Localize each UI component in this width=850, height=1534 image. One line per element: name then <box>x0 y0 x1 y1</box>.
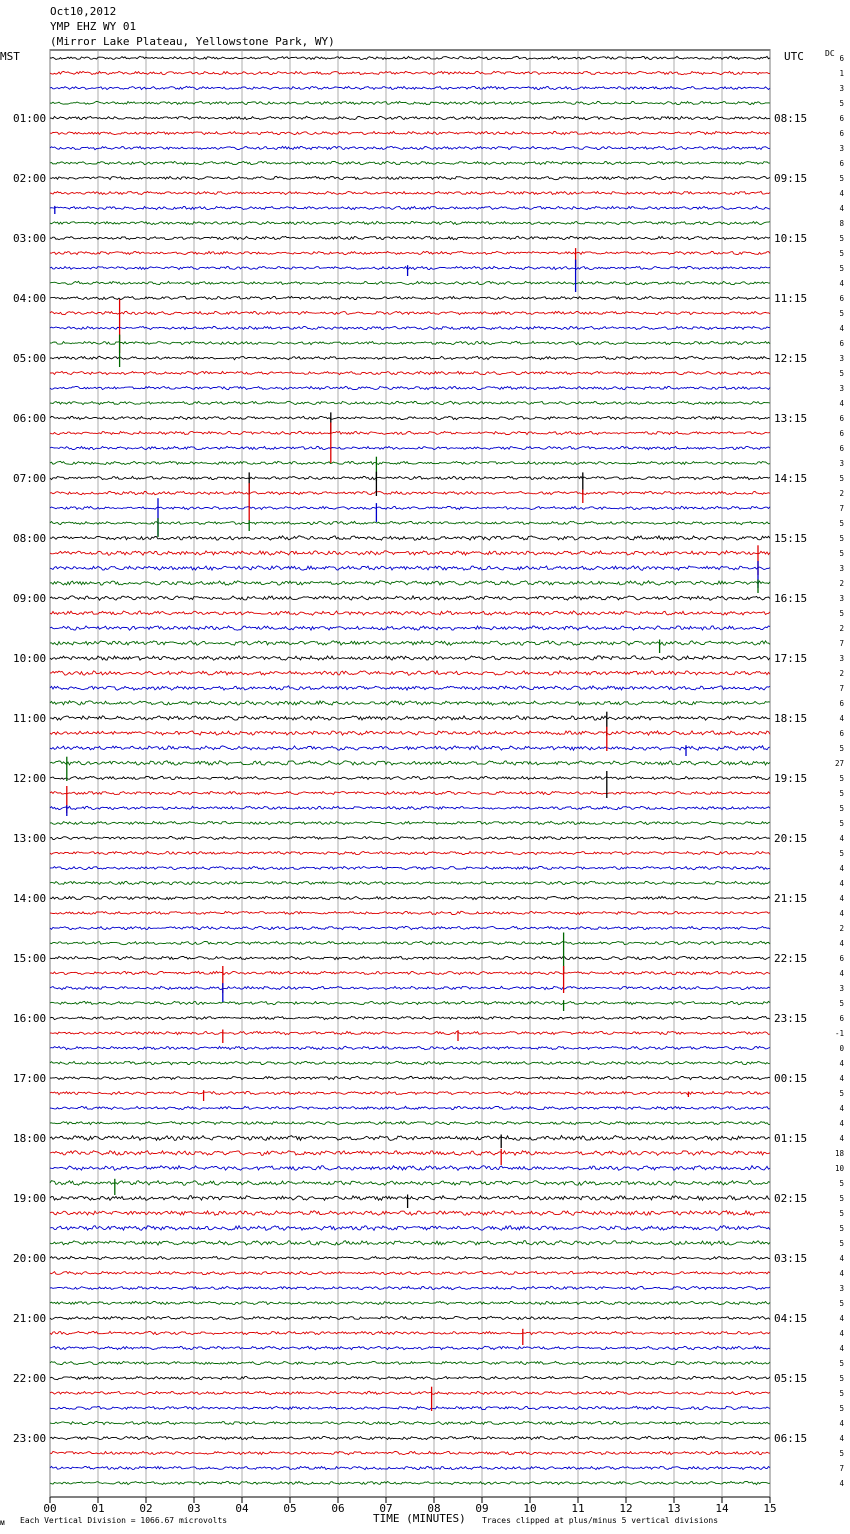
dc-offset-value: 2 <box>839 624 844 633</box>
utc-hour-label: 03:15 <box>774 1252 808 1265</box>
trace-row <box>50 1316 770 1319</box>
trace-row <box>50 1421 770 1424</box>
dc-offset-value: 4 <box>839 714 844 723</box>
dc-offset-value: 4 <box>839 834 844 843</box>
dc-offset-value: 4 <box>839 279 844 288</box>
dc-offset-value: 4 <box>839 324 844 333</box>
dc-offset-value: 6 <box>839 339 844 348</box>
x-tick-label: 05 <box>283 1502 297 1515</box>
trace-row <box>50 1121 770 1124</box>
station-code: YMP EHZ WY 01 <box>50 20 137 33</box>
dc-offset-value: 5 <box>839 609 844 618</box>
dc-offset-value: 4 <box>839 864 844 873</box>
mst-hour-label: 03:00 <box>13 232 47 245</box>
dc-offset-value: 3 <box>839 459 844 468</box>
trace-row <box>50 416 770 419</box>
trace-row <box>50 341 770 344</box>
x-tick-label: 14 <box>715 1502 729 1515</box>
trace-row <box>50 1076 770 1079</box>
x-tick-label: 07 <box>379 1502 393 1515</box>
dc-offset-value: 5 <box>839 774 844 783</box>
mst-hour-label: 22:00 <box>13 1372 47 1385</box>
dc-offset-value: 0 <box>839 1044 844 1053</box>
mst-hour-label: 10:00 <box>13 652 47 665</box>
trace-row <box>50 1331 770 1334</box>
trace-row <box>50 296 770 299</box>
utc-hour-label: 17:15 <box>774 652 808 665</box>
dc-offset-value: 4 <box>839 909 844 918</box>
dc-offset-value: 5 <box>839 369 844 378</box>
dc-offset-value: 5 <box>839 804 844 813</box>
utc-hour-label: 04:15 <box>774 1312 808 1325</box>
dc-offset-value: 3 <box>839 354 844 363</box>
mst-hour-label: 19:00 <box>13 1192 47 1205</box>
utc-hour-label: 02:15 <box>774 1192 808 1205</box>
trace-row <box>50 671 770 675</box>
x-tick-label: 04 <box>235 1502 249 1515</box>
trace-row <box>50 221 770 224</box>
dc-offset-value: 5 <box>839 519 844 528</box>
dc-offset-value: 5 <box>839 264 844 273</box>
x-tick-label: 08 <box>427 1502 441 1515</box>
dc-offset-value: 3 <box>839 594 844 603</box>
dc-offset-value: 5 <box>839 1179 844 1188</box>
dc-offset-value: 3 <box>839 1284 844 1293</box>
trace-row <box>50 1106 770 1109</box>
trace-row <box>50 776 770 779</box>
dc-offset-value: 6 <box>839 1014 844 1023</box>
trace-row <box>50 656 770 660</box>
trace-row <box>50 641 770 645</box>
dc-offset-value: 6 <box>839 294 844 303</box>
trace-row <box>50 941 770 944</box>
dc-offset-value: 5 <box>839 819 844 828</box>
trace-row <box>50 1211 770 1216</box>
dc-offset-value: 10 <box>834 1164 844 1173</box>
dc-offset-value: 5 <box>839 1359 844 1368</box>
dc-offset-value: 4 <box>839 879 844 888</box>
dc-offset-value: 4 <box>839 1314 844 1323</box>
trace-row <box>50 716 770 720</box>
trace-row <box>50 1286 770 1289</box>
dc-offset-value: 6 <box>839 54 844 63</box>
x-tick-label: 03 <box>187 1502 201 1515</box>
utc-hour-label: 05:15 <box>774 1372 808 1385</box>
trace-row <box>50 176 770 179</box>
dc-offset-value: -1 <box>834 1029 844 1038</box>
x-tick-label: 06 <box>331 1502 345 1515</box>
trace-row <box>50 1256 770 1259</box>
trace-row <box>50 1046 770 1049</box>
mst-hour-label: 05:00 <box>13 352 47 365</box>
utc-hour-label: 22:15 <box>774 952 808 965</box>
dc-offset-value: 4 <box>839 1059 844 1068</box>
dc-offset-value: 4 <box>839 1419 844 1428</box>
mst-hour-label: 23:00 <box>13 1432 47 1445</box>
dc-offset-value: 5 <box>839 1239 844 1248</box>
x-tick-label: 10 <box>523 1502 537 1515</box>
dc-offset-value: 5 <box>839 1404 844 1413</box>
trace-row <box>50 101 770 104</box>
dc-offset-value: 2 <box>839 924 844 933</box>
trace-row <box>50 806 770 809</box>
dc-offset-value: 5 <box>839 99 844 108</box>
dc-offset-value: 4 <box>839 1104 844 1113</box>
dc-offset-value: 5 <box>839 1299 844 1308</box>
mst-hour-label: 08:00 <box>13 532 47 545</box>
dc-offset-value: 5 <box>839 1449 844 1458</box>
dc-offset-value: 2 <box>839 579 844 588</box>
dc-offset-value: 6 <box>839 444 844 453</box>
trace-row <box>50 1181 770 1186</box>
mst-hour-label: 02:00 <box>13 172 47 185</box>
utc-hour-label: 06:15 <box>774 1432 808 1445</box>
trace-row <box>50 911 770 914</box>
trace-row <box>50 851 770 854</box>
trace-row <box>50 266 770 269</box>
trace-row <box>50 131 770 134</box>
trace-row <box>50 446 770 449</box>
utc-hour-label: 08:15 <box>774 112 808 125</box>
trace-row <box>50 971 770 974</box>
utc-axis-title: UTC <box>784 50 804 63</box>
x-axis-title: TIME (MINUTES) <box>373 1512 466 1525</box>
mst-hour-label: 06:00 <box>13 412 47 425</box>
dc-offset-value: 6 <box>839 114 844 123</box>
utc-hour-label: 15:15 <box>774 532 808 545</box>
dc-offset-value: 3 <box>839 84 844 93</box>
utc-hour-label: 10:15 <box>774 232 808 245</box>
mst-hour-label: 20:00 <box>13 1252 47 1265</box>
trace-row <box>50 1376 770 1379</box>
trace-row <box>50 311 770 314</box>
trace-row <box>50 461 770 464</box>
trace-row <box>50 596 770 600</box>
scale-note: Each Vertical Division = 1066.67 microvolts <box>20 1516 228 1525</box>
trace-row <box>50 866 770 869</box>
trace-row <box>50 146 770 149</box>
trace-row <box>50 1436 770 1439</box>
dc-offset-value: 5 <box>839 849 844 858</box>
trace-row <box>50 116 770 119</box>
trace-row <box>50 1346 770 1349</box>
trace-row <box>50 1271 770 1274</box>
x-tick-label: 01 <box>91 1502 105 1515</box>
trace-row <box>50 986 770 989</box>
trace-row <box>50 581 770 585</box>
dc-offset-value: 5 <box>839 1224 844 1233</box>
trace-row <box>50 881 770 884</box>
dc-offset-value: 5 <box>839 744 844 753</box>
utc-hour-label: 20:15 <box>774 832 808 845</box>
trace-row <box>50 86 770 89</box>
trace-row <box>50 926 770 929</box>
trace-row <box>50 281 770 284</box>
utc-hour-label: 11:15 <box>774 292 808 305</box>
trace-row <box>50 236 770 239</box>
trace-row <box>50 761 770 765</box>
dc-offset-value: 4 <box>839 1344 844 1353</box>
dc-offset-value: 1 <box>839 69 844 78</box>
dc-offset-value: 2 <box>839 669 844 678</box>
dc-offset-value: 6 <box>839 729 844 738</box>
trace-row <box>50 491 770 494</box>
trace-row <box>50 401 770 404</box>
utc-hour-label: 13:15 <box>774 412 808 425</box>
dc-offset-value: 5 <box>839 1374 844 1383</box>
trace-row <box>50 551 770 555</box>
mst-hour-label: 01:00 <box>13 112 47 125</box>
utc-hour-label: 01:15 <box>774 1132 808 1145</box>
trace-row <box>50 206 770 209</box>
trace-row <box>50 1391 770 1394</box>
trace-row <box>50 566 770 570</box>
trace-row <box>50 161 770 164</box>
trace-row <box>50 431 770 434</box>
dc-offset-value: 3 <box>839 384 844 393</box>
dc-offset-value: 5 <box>839 249 844 258</box>
mst-hour-label: 13:00 <box>13 832 47 845</box>
utc-hour-label: 21:15 <box>774 892 808 905</box>
dc-offset-value: 5 <box>839 174 844 183</box>
dc-offset-value: 3 <box>839 564 844 573</box>
trace-row <box>50 1166 770 1171</box>
trace-row <box>50 1361 770 1364</box>
trace-row <box>50 611 770 615</box>
x-tick-label: 02 <box>139 1502 153 1515</box>
x-tick-label: 15 <box>763 1502 777 1515</box>
dc-offset-value: 5 <box>839 534 844 543</box>
trace-row <box>50 56 770 59</box>
utc-hour-label: 09:15 <box>774 172 808 185</box>
trace-row <box>50 1016 770 1019</box>
dc-offset-value: 8 <box>839 219 844 228</box>
dc-offset-value: 6 <box>839 954 844 963</box>
corner-mark: ᴍ <box>0 1518 5 1527</box>
trace-row <box>50 251 770 254</box>
utc-hour-label: 19:15 <box>774 772 808 785</box>
dc-offset-value: 4 <box>839 399 844 408</box>
dc-offset-value: 2 <box>839 489 844 498</box>
trace-row <box>50 837 770 840</box>
trace-row <box>50 896 770 899</box>
dc-offset-value: 3 <box>839 654 844 663</box>
trace-row <box>50 356 770 359</box>
trace-row <box>50 1136 770 1141</box>
trace-row <box>50 1061 770 1064</box>
mst-hour-label: 07:00 <box>13 472 47 485</box>
utc-hour-label: 18:15 <box>774 712 808 725</box>
trace-row <box>50 1226 770 1231</box>
dc-offset-value: 4 <box>839 1434 844 1443</box>
trace-row <box>50 746 770 750</box>
mst-hour-label: 04:00 <box>13 292 47 305</box>
trace-row <box>50 191 770 194</box>
trace-row <box>50 821 770 824</box>
dc-offset-value: 4 <box>839 969 844 978</box>
utc-hour-label: 23:15 <box>774 1012 808 1025</box>
dc-offset-value: 5 <box>839 1194 844 1203</box>
dc-offset-value: 4 <box>839 939 844 948</box>
trace-row <box>50 371 770 374</box>
station-location: (Mirror Lake Plateau, Yellowstone Park, WY) <box>50 35 335 48</box>
mst-hour-label: 17:00 <box>13 1072 47 1085</box>
trace-row <box>50 1466 770 1469</box>
trace-row <box>50 1031 770 1034</box>
dc-offset-value: 4 <box>839 1329 844 1338</box>
mst-axis-title: MST <box>0 50 20 63</box>
trace-row <box>50 326 770 329</box>
dc-offset-value: 6 <box>839 159 844 168</box>
dc-offset-value: 5 <box>839 1209 844 1218</box>
dc-offset-value: 4 <box>839 204 844 213</box>
chart-date: Oct10,2012 <box>50 5 117 18</box>
trace-row <box>50 791 770 794</box>
x-tick-label: 13 <box>667 1502 681 1515</box>
trace-row <box>50 956 770 959</box>
dc-offset-value: 4 <box>839 1074 844 1083</box>
dc-offset-value: 5 <box>839 474 844 483</box>
dc-offset-value: 7 <box>839 684 844 693</box>
trace-row <box>50 1151 770 1156</box>
trace-row <box>50 1196 770 1201</box>
dc-offset-value: 5 <box>839 549 844 558</box>
dc-offset-value: 7 <box>839 504 844 513</box>
dc-offset-value: 4 <box>839 894 844 903</box>
dc-offset-value: 6 <box>839 699 844 708</box>
mst-hour-label: 14:00 <box>13 892 47 905</box>
dc-offset-value: 6 <box>839 429 844 438</box>
trace-row <box>50 701 770 705</box>
trace-row <box>50 386 770 389</box>
trace-row <box>50 1481 770 1484</box>
dc-offset-value: 7 <box>839 1464 844 1473</box>
dc-offset-value: 7 <box>839 639 844 648</box>
dc-offset-value: 4 <box>839 1119 844 1128</box>
mst-hour-label: 12:00 <box>13 772 47 785</box>
utc-hour-label: 16:15 <box>774 592 808 605</box>
dc-offset-value: 4 <box>839 1254 844 1263</box>
x-tick-label: 12 <box>619 1502 633 1515</box>
trace-row <box>50 686 770 690</box>
dc-offset-value: 4 <box>839 1269 844 1278</box>
mst-hour-label: 21:00 <box>13 1312 47 1325</box>
x-tick-label: 00 <box>43 1502 57 1515</box>
dc-label: DC <box>825 49 835 58</box>
dc-offset-value: 6 <box>839 129 844 138</box>
x-tick-label: 09 <box>475 1502 489 1515</box>
trace-row <box>50 1451 770 1454</box>
dc-offset-value: 5 <box>839 234 844 243</box>
dc-offset-value: 3 <box>839 984 844 993</box>
dc-offset-value: 5 <box>839 999 844 1008</box>
utc-hour-label: 14:15 <box>774 472 808 485</box>
mst-hour-label: 18:00 <box>13 1132 47 1145</box>
dc-offset-value: 5 <box>839 309 844 318</box>
dc-offset-value: 6 <box>839 414 844 423</box>
dc-offset-value: 5 <box>839 1089 844 1098</box>
trace-row <box>50 626 770 630</box>
mst-hour-label: 16:00 <box>13 1012 47 1025</box>
trace-row <box>50 1406 770 1409</box>
trace-row <box>50 476 770 479</box>
dc-offset-value: 4 <box>839 1134 844 1143</box>
dc-offset-value: 4 <box>839 189 844 198</box>
mst-hour-label: 09:00 <box>13 592 47 605</box>
clip-note: Traces clipped at plus/minus 5 vertical divisions <box>482 1516 719 1525</box>
trace-row <box>50 1301 770 1304</box>
trace-row <box>50 1001 770 1004</box>
trace-row <box>50 1091 770 1094</box>
dc-offset-value: 5 <box>839 1389 844 1398</box>
mst-hour-label: 15:00 <box>13 952 47 965</box>
dc-offset-value: 3 <box>839 144 844 153</box>
trace-row <box>50 731 770 735</box>
trace-row <box>50 71 770 74</box>
mst-hour-label: 11:00 <box>13 712 47 725</box>
dc-offset-value: 18 <box>834 1149 844 1158</box>
dc-offset-value: 27 <box>834 759 844 768</box>
x-tick-label: 11 <box>571 1502 585 1515</box>
dc-offset-value: 4 <box>839 1479 844 1488</box>
utc-hour-label: 12:15 <box>774 352 808 365</box>
trace-row <box>50 1241 770 1246</box>
utc-hour-label: 00:15 <box>774 1072 808 1085</box>
dc-offset-value: 5 <box>839 789 844 798</box>
